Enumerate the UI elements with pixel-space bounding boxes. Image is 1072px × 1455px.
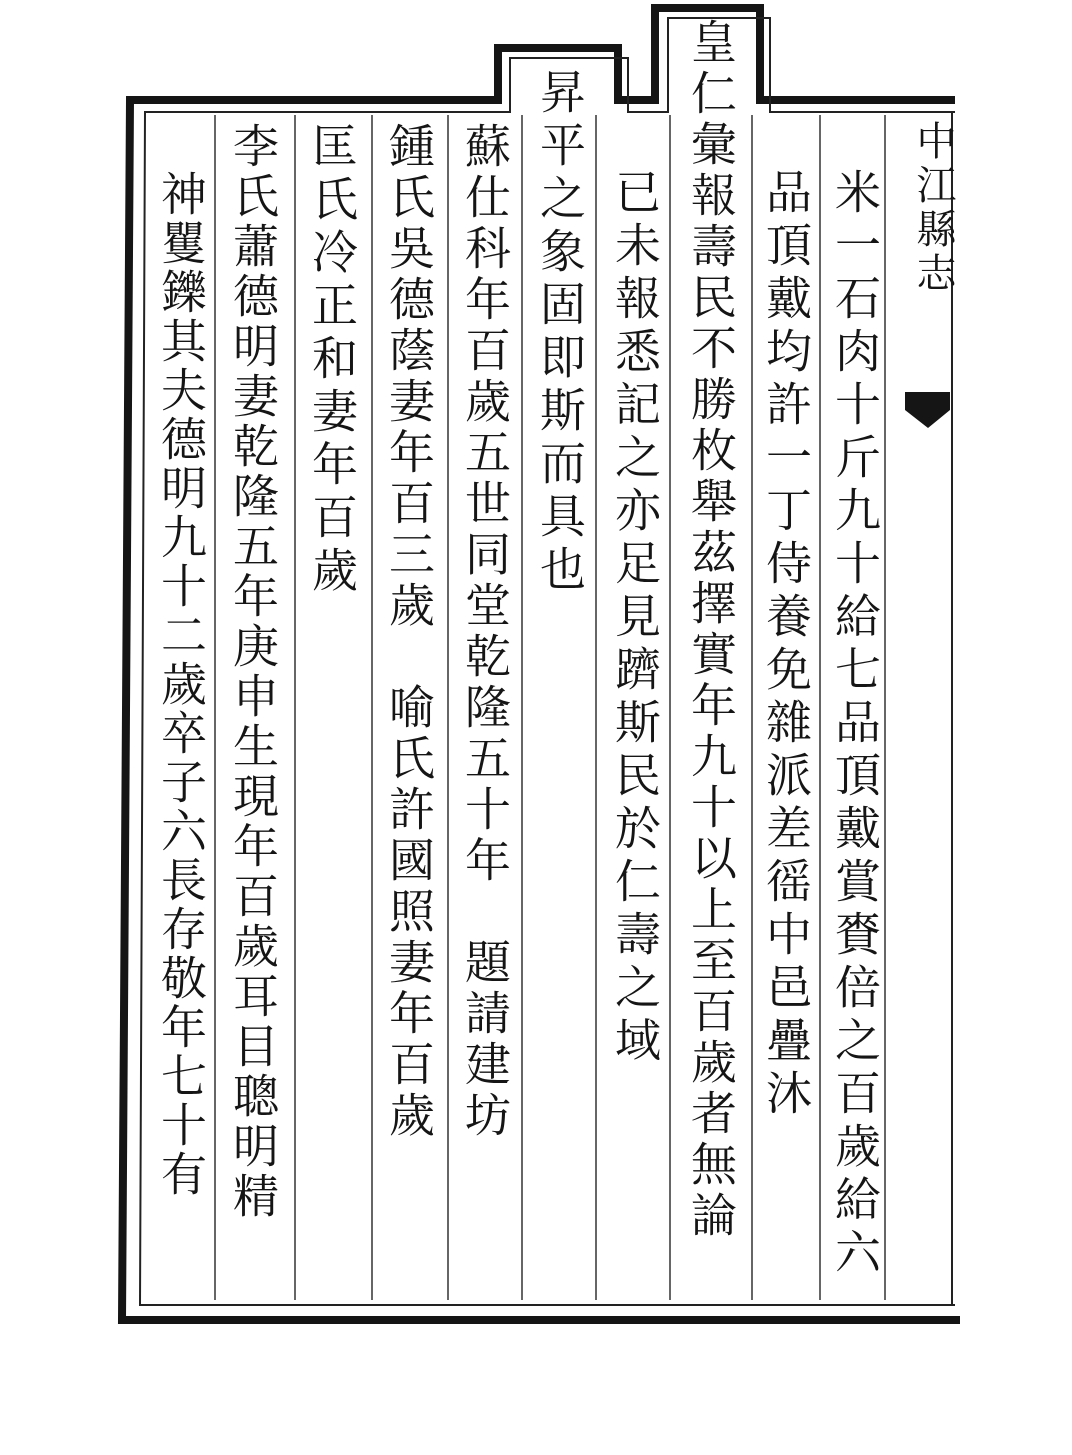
- text-column-8: 匡氏冷正和妻年百歲: [305, 122, 359, 599]
- text-column-6: 蘇仕科年百歲五世同堂乾隆五十年 題請建坊: [458, 122, 512, 1142]
- text-column-3: 皇仁彙報壽民不勝枚舉茲擇實年九十以上至百歲者無論: [684, 18, 738, 1242]
- text-column-7: 鍾氏吳德蔭妻年百三歲 喻氏許國照妻年百歲: [382, 122, 436, 1142]
- text-column-9: 李氏蕭德明妻乾隆五年庚申生現年百歲耳目聰明精: [226, 122, 280, 1222]
- text-column-1: 米一石肉十斤九十給七品頂戴賞賚倍之百歲給六: [828, 168, 882, 1281]
- text-column-4: 已未報悉記之亦足見躋斯民於仁壽之域: [608, 168, 662, 1069]
- text-column-2: 品頂戴均許一丁侍養免雜派差徭中邑疊沐: [759, 168, 813, 1122]
- text-column-5: 昇平之象固即斯而具也: [533, 68, 587, 598]
- text-column-10: 神矍鑠其夫德明九十二歲卒子六長存敬年七十有: [154, 170, 208, 1199]
- book-title: 中江縣志: [910, 120, 956, 296]
